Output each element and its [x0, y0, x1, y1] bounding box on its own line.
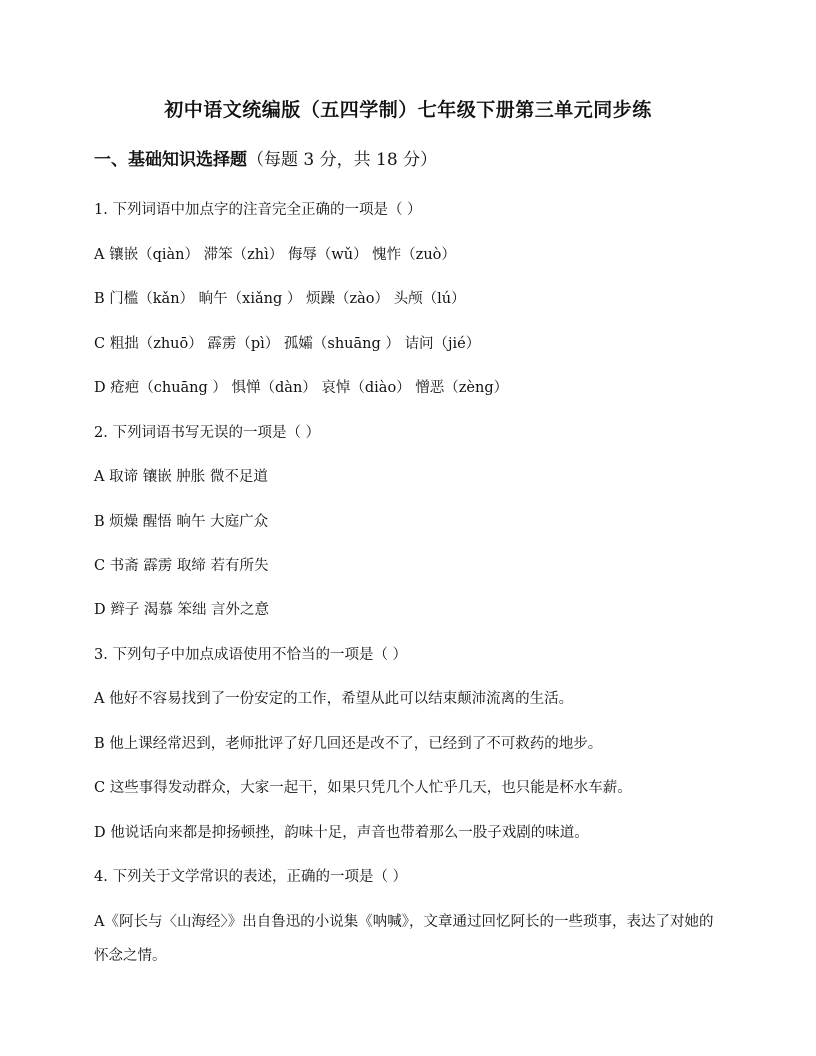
section-heading [94, 147, 437, 173]
question-2-stem: 2. 下列词语书写无误的一项是（ ） [94, 425, 321, 441]
section-heading-note: （每题 3 分，共 18 分） [247, 150, 438, 170]
question-3-stem: 3. 下列句子中加点成语使用不恰当的一项是（ ） [94, 647, 408, 663]
question-4-stem: 4. 下列关于文学常识的表述，正确的一项是（ ） [94, 869, 408, 885]
question-1-option-d: D 疮疤（chuāng ） 惧惮（dàn） 哀悼（diào） 憎恶（zèng） [94, 380, 509, 396]
question-2-option-b: B 烦燥 醒悟 晌午 大庭广众 [94, 514, 269, 530]
section-heading-text: 一、基础知识选择题 [94, 150, 247, 170]
question-3-option-c: C 这些事得发动群众，大家一起干，如果只凭几个人忙乎几天，也只能是杯水车薪。 [94, 780, 632, 796]
question-3-option-a: A 他好不容易找到了一份安定的工作，希望从此可以结束颠沛流离的生活。 [94, 691, 574, 707]
question-3-option-d: D 他说话向来都是抑扬顿挫，韵味十足，声音也带着那么一股子戏剧的味道。 [94, 825, 589, 841]
question-4-option-a: A《阿长与〈山海经〉》出自鲁迅的小说集《呐喊》，文章通过回忆阿长的一些琐事，表达了对她的怀念之情。 [94, 914, 714, 964]
question-3-option-b: B 他上课经常迟到，老师批评了好几回还是改不了，已经到了不可救药的地步。 [94, 736, 603, 752]
question-1-stem: 1. 下列词语中加点字的注音完全正确的一项是（ ） [94, 202, 422, 218]
question-1-option-b: B 门槛（kǎn） 晌午（xiǎng ） 烦躁（zào） 头颅（lú） [94, 291, 466, 307]
question-2-option-c: C 书斋 霹雳 取缔 若有所失 [94, 558, 269, 574]
question-1-option-c: C 粗拙（zhuō） 霹雳（pì） 孤孀（shuāng ） 诘问（jié） [94, 336, 481, 352]
document-title: 初中语文统编版（五四学制）七年级下册第三单元同步练 [164, 99, 652, 121]
question-1-option-a: A 镶嵌（qiàn） 滞笨（zhì） 侮辱（wǔ） 愧怍（zuò） [94, 247, 456, 263]
question-2-option-a: A 取谛 镶嵌 肿胀 微不足道 [94, 469, 268, 485]
question-2-option-d: D 辫子 渴慕 笨绌 言外之意 [94, 602, 270, 618]
